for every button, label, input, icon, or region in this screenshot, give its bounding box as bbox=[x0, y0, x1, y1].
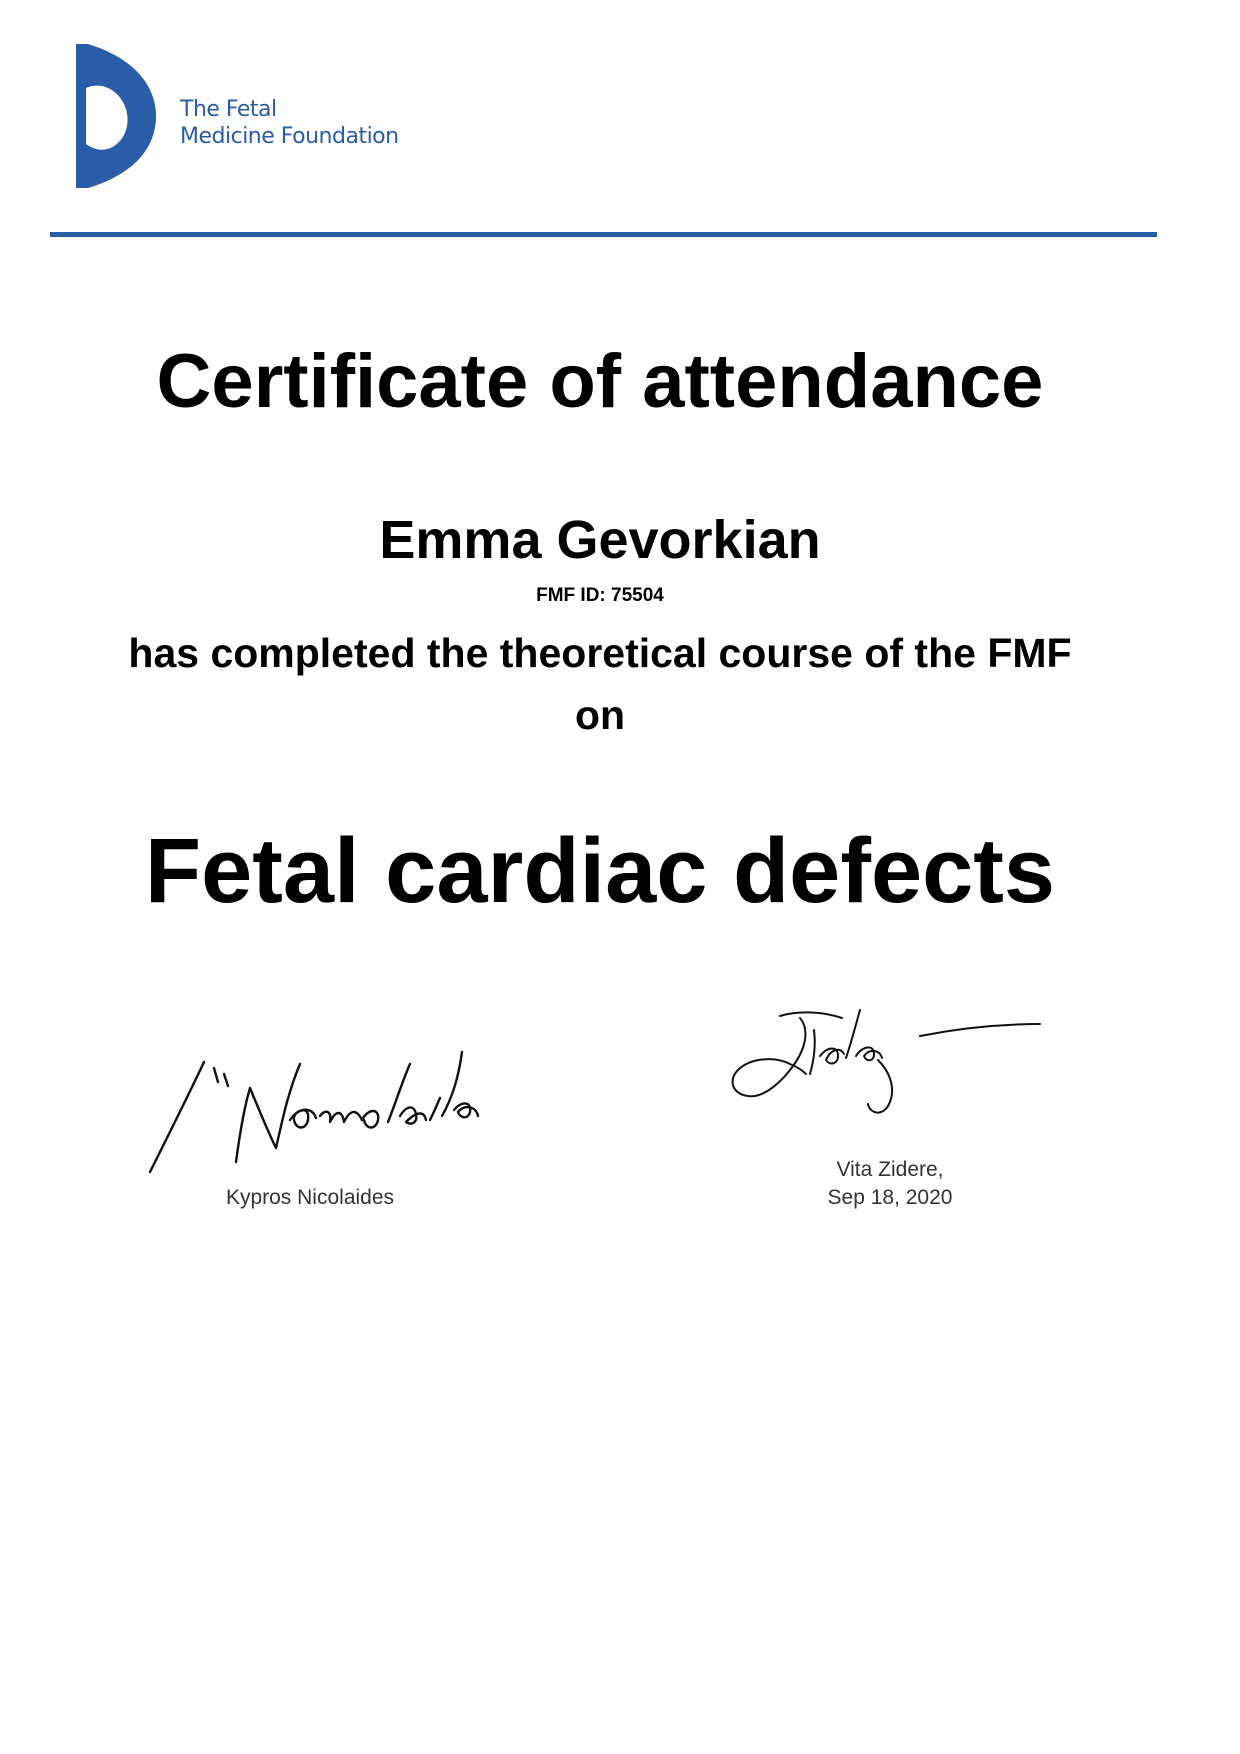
fmf-logo-icon bbox=[76, 44, 156, 188]
logo-line-1: The Fetal bbox=[180, 97, 277, 122]
signatory-right bbox=[740, 1156, 1040, 1212]
signatory-right-name: Vita Zidere, bbox=[836, 1158, 944, 1181]
certificate-title: Certificate of attendance bbox=[156, 339, 1044, 424]
logo-line-2: Medicine Foundation bbox=[180, 124, 399, 149]
certificate-date: Sep 18, 2020 bbox=[827, 1186, 953, 1209]
signatory-left-name: Kypros Nicolaides bbox=[225, 1186, 395, 1209]
recipient-name: Emma Gevorkian bbox=[379, 510, 821, 570]
course-name: Fetal cardiac defects bbox=[144, 820, 1056, 922]
signature-right bbox=[720, 1000, 1060, 1128]
signature-left bbox=[140, 1012, 480, 1178]
completion-statement: has completed the theoretical course of the FMF bbox=[128, 630, 1072, 676]
on-text: on bbox=[574, 692, 626, 738]
header-divider bbox=[50, 232, 1157, 237]
logo-wordmark bbox=[180, 96, 399, 150]
fmf-id: FMF ID: 75504 bbox=[536, 585, 664, 606]
